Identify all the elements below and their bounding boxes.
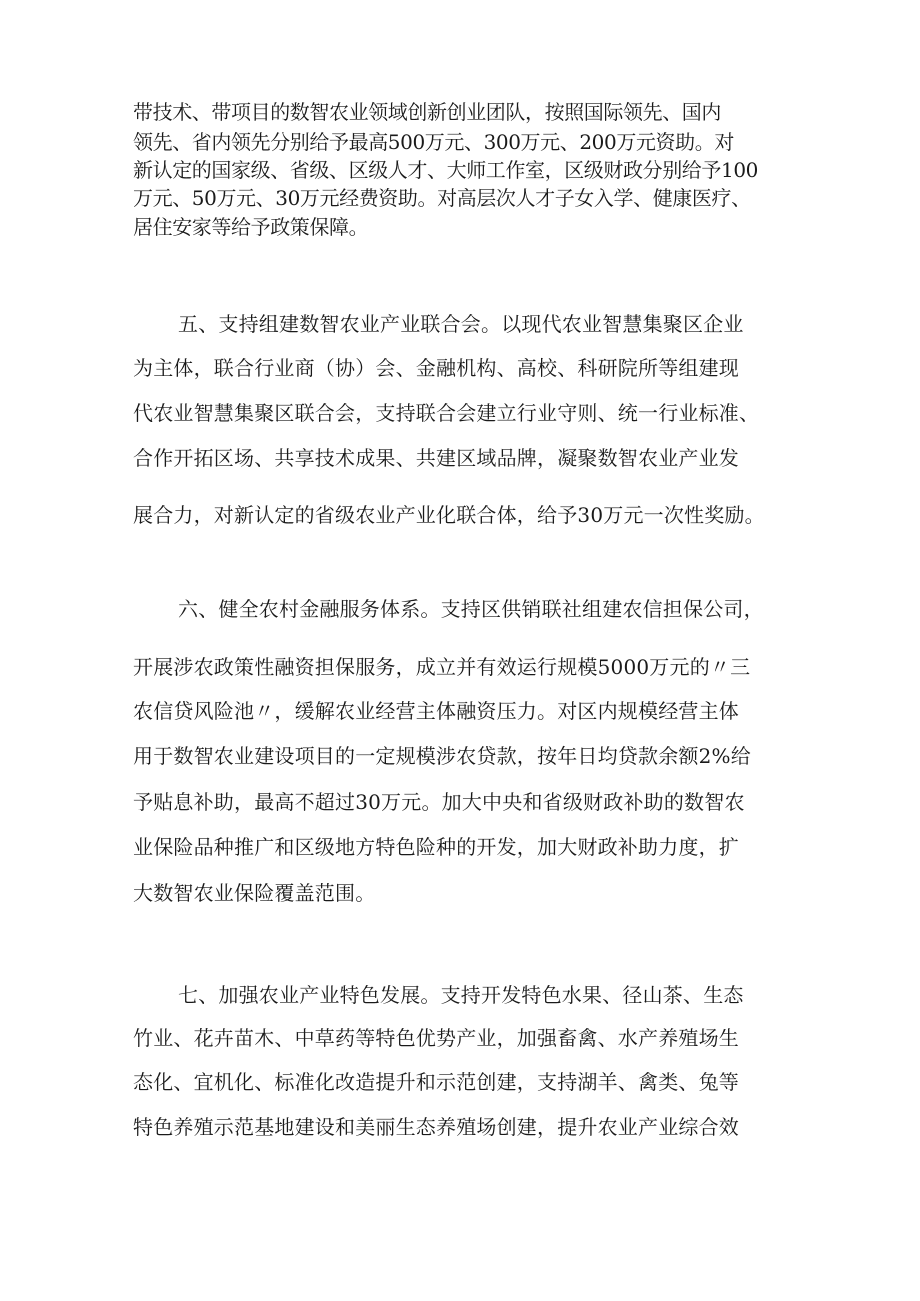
text-line: 新认定的国家级、省级、区级人才、大师工作室，区级财政分别给予100 bbox=[133, 158, 758, 182]
text-line: 代农业智慧集聚区联合会，支持联合会建立行业守则、统一行业标准、 bbox=[133, 401, 760, 425]
text-line: 为主体，联合行业商（协）会、金融机构、高校、科研院所等组建现 bbox=[133, 356, 739, 380]
text-line: 展合力，对新认定的省级农业产业化联合体，给予30万元一次性奖励。 bbox=[133, 503, 765, 527]
text-line: 万元、50万元、30万元经费资助。对高层次人才子女入学、健康医疗、 bbox=[133, 186, 751, 210]
text-line: 竹业、花卉苗木、中草药等特色优势产业，加强畜禽、水产养殖场生 bbox=[133, 1026, 739, 1050]
text-line: 大数智农业保险覆盖范围。 bbox=[133, 881, 376, 905]
text-line: 予贴息补助，最高不超过30万元。加大中央和省级财政补助的数智农 bbox=[133, 790, 745, 814]
text-line: 七、加强农业产业特色发展。支持开发特色水果、径山茶、生态 bbox=[178, 983, 744, 1007]
text-line: 合作开拓区场、共享技术成果、共建区域品牌，凝聚数智农业产业发 bbox=[133, 446, 739, 470]
text-line: 农信贷风险池〃，缓解农业经营主体融资压力。对区内规模经营主体 bbox=[133, 699, 739, 723]
text-line: 带技术、带项目的数智农业领域创新创业团队，按照国际领先、国内 bbox=[133, 100, 721, 124]
text-line: 领先、省内领先分别给予最高500万元、300万元、200万元资助。对 bbox=[133, 130, 734, 154]
text-line: 特色养殖示范基地建设和美丽生态养殖场创建，提升农业产业综合效 bbox=[133, 1115, 739, 1139]
text-line: 用于数智农业建设项目的一定规模涉农贷款，按年日均贷款余额2%给 bbox=[133, 744, 751, 768]
text-line: 开展涉农政策性融资担保服务，成立并有效运行规模5000万元的〃三 bbox=[133, 655, 751, 679]
text-line: 六、健全农村金融服务体系。支持区供销联社组建农信担保公司， bbox=[178, 597, 764, 621]
text-line: 居住安家等给予政策保障。 bbox=[133, 215, 369, 239]
text-line: 业保险品种推广和区级地方特色险种的开发，加大财政补助力度，扩 bbox=[133, 835, 739, 859]
text-line: 五、支持组建数智农业产业联合会。以现代农业智慧集聚区企业 bbox=[178, 312, 744, 336]
text-line: 态化、宜机化、标准化改造提升和示范创建，支持湖羊、禽类、兔等 bbox=[133, 1070, 739, 1094]
